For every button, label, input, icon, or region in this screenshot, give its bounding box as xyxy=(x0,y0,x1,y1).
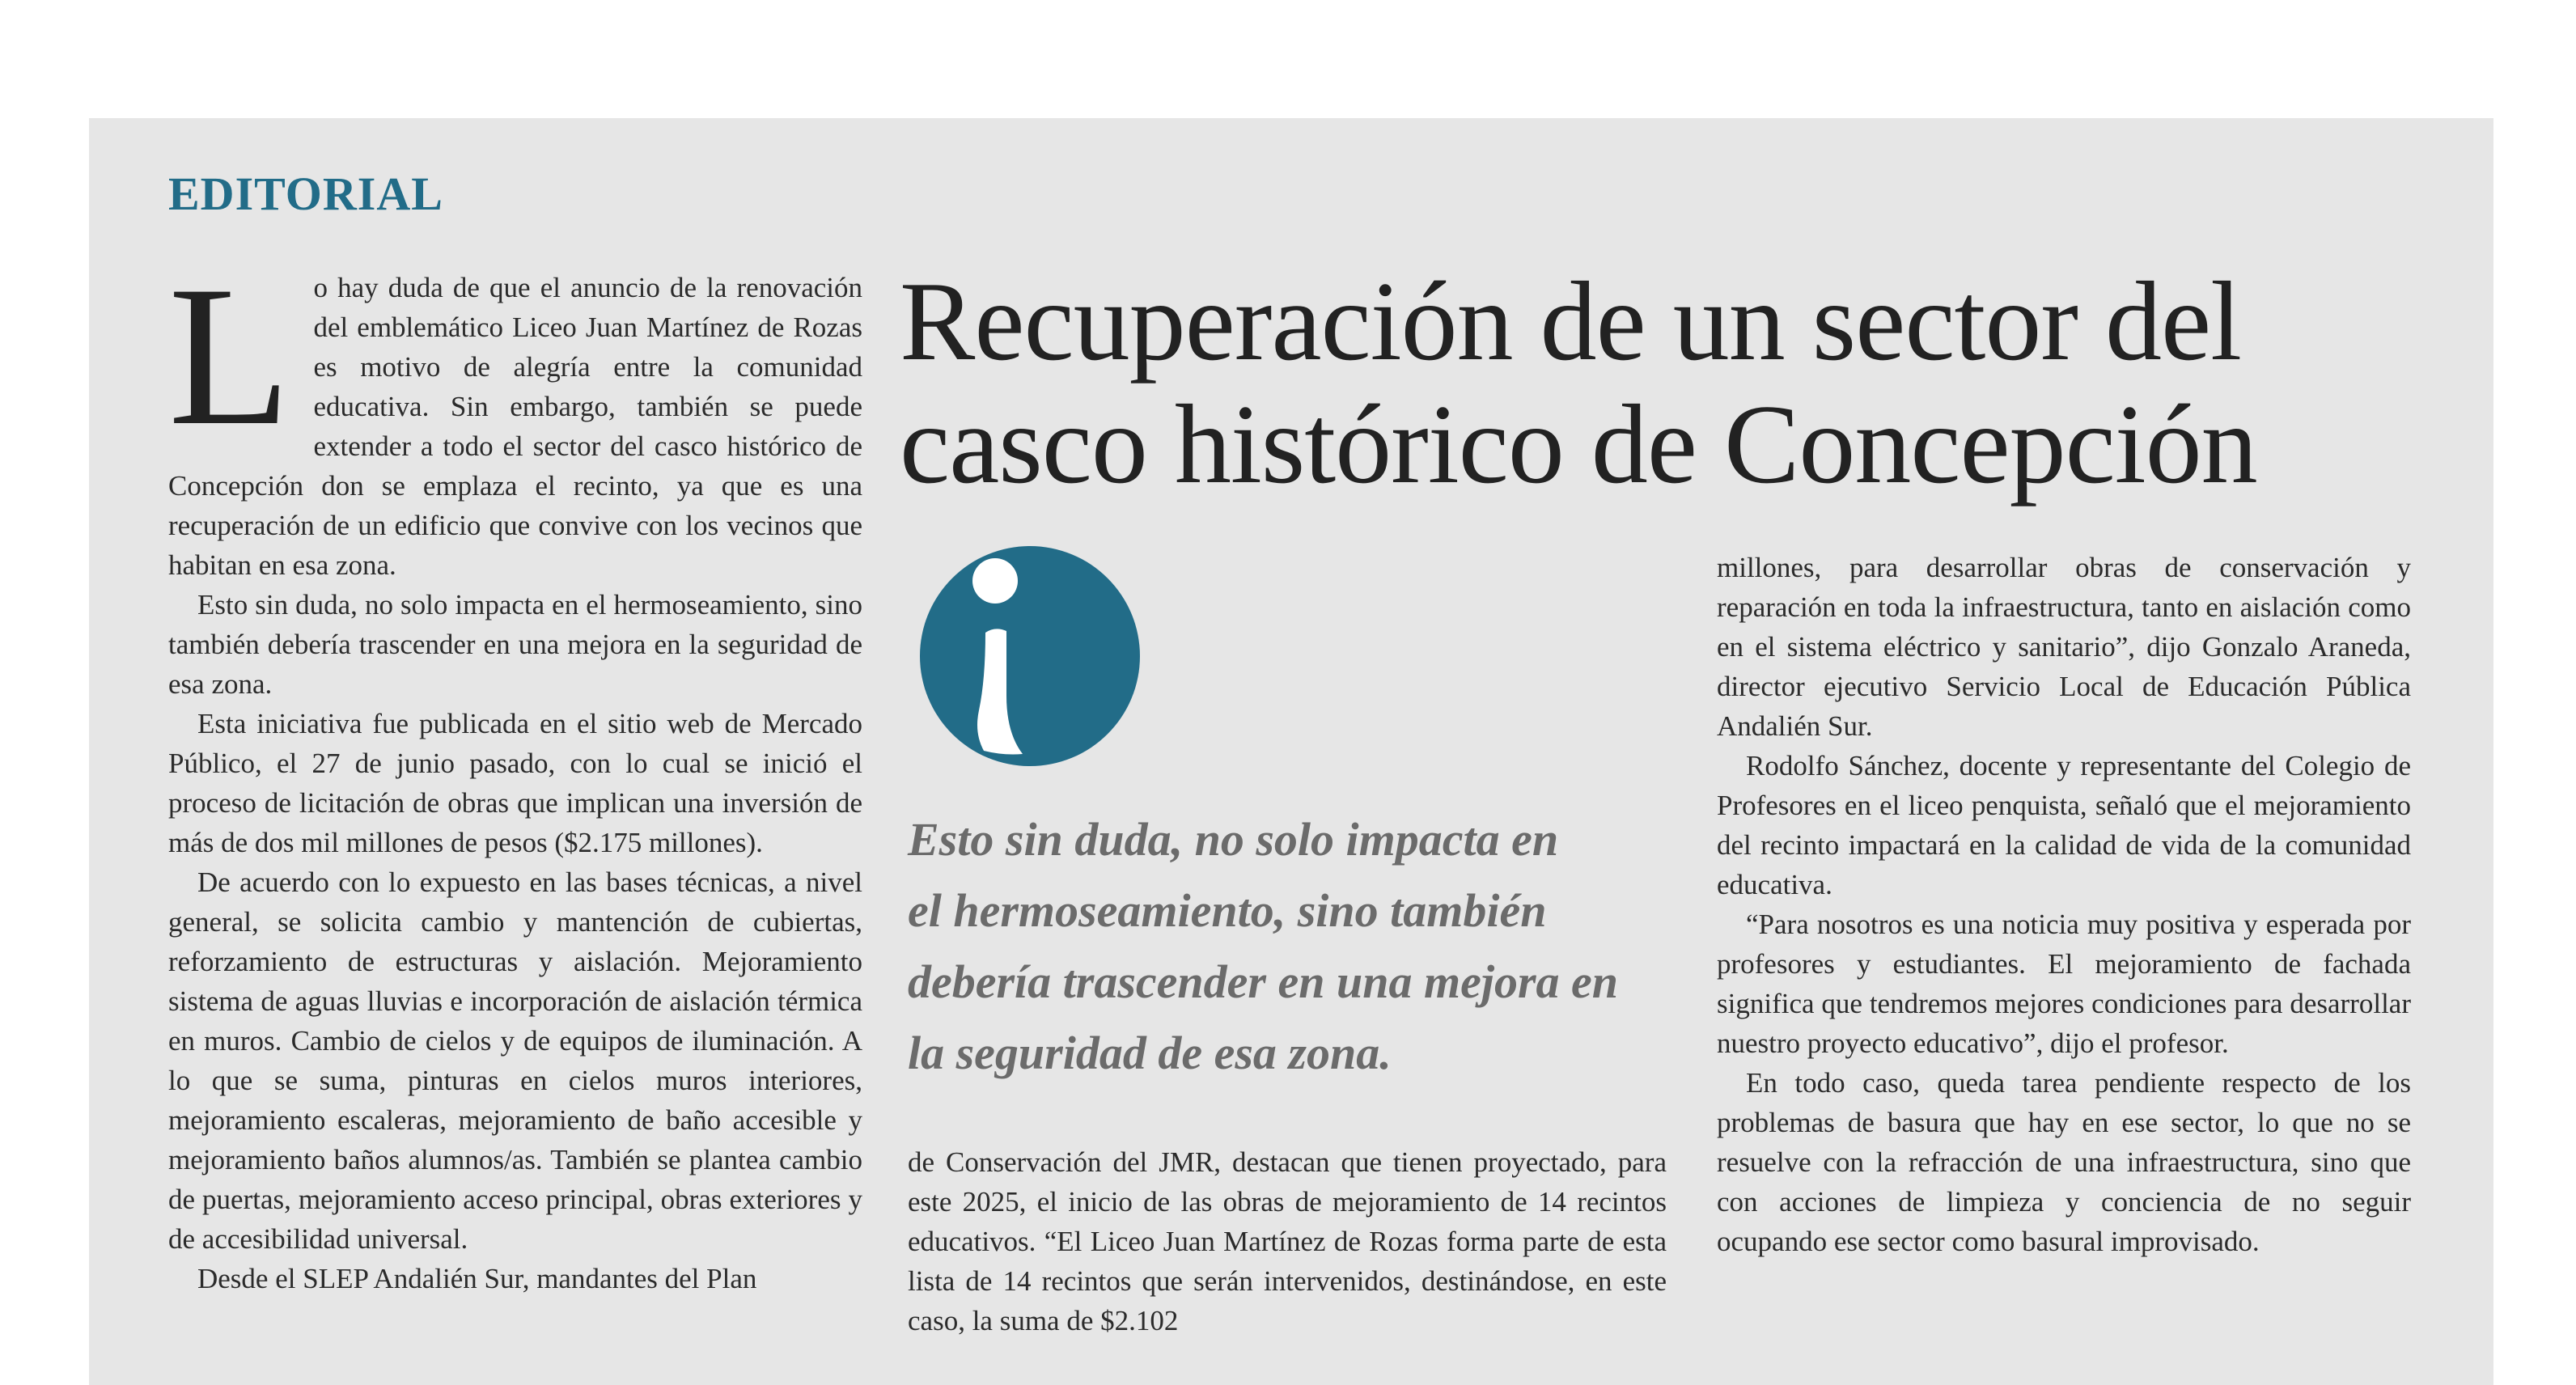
headline-line-2: casco histórico de Concepción xyxy=(900,382,2257,507)
paragraph-text: o hay duda de que el anuncio de la renovación del emblemático Liceo Juan Martínez de Rozas es motivo de alegría entre la comunidad educativa. Sin embargo, también se puede extender a todo el sector del casco histórico de Concepción don se emplaza el recinto, ya que es una recuperación de un edificio que convive con los vecinos que habitan en esa zona. xyxy=(168,272,862,581)
article-paragraph: Esto sin duda, no solo impacta en el hermoseamiento, sino también debería trascender en una mejora en la seguridad de esa zona. xyxy=(168,589,862,700)
pull-quote-line-1: Esto sin duda, no solo impacta en xyxy=(908,813,1559,866)
info-icon xyxy=(916,542,1144,770)
pull-quote xyxy=(908,804,1684,1089)
article-column-1 xyxy=(168,244,862,1298)
pull-quote-line-2: el hermoseamiento, sino también xyxy=(908,884,1547,937)
article-paragraph xyxy=(168,244,862,585)
article-paragraph: De acuerdo con lo expuesto en las bases técnicas, a nivel general, se solicita cambio y mantención de cubiertas, reforzamiento de estructuras y aislación. Mejoramiento sistema de aguas lluvias e incorporación de aislación térmica en muros. Cambio de cielos y de equipos de iluminación. A lo que se suma, pinturas en cielos muros interiores, mejoramiento escaleras, mejoramiento de baño accesible y mejoramiento baños alumnos/as. También se plantea cambio de puertas, mejoramiento acceso principal, obras exteriores y de accesibilidad universal. xyxy=(168,866,862,1255)
article-paragraph: Esta iniciativa fue publicada en el sitio web de Mercado Público, el 27 de junio pasado, con lo cual se inició el proceso de licitación de obras que implican una inversión de más de dos mil millones de pesos ($2.175 millones). xyxy=(168,708,862,858)
headline-line-1: Recuperación de un sector del xyxy=(900,259,2242,384)
article-column-2 xyxy=(908,1142,1667,1341)
drop-cap: L xyxy=(168,244,291,467)
headline xyxy=(900,260,2437,506)
article-paragraph: Desde el SLEP Andalién Sur, mandantes del Plan xyxy=(197,1263,757,1294)
article-paragraph: millones, para desarrollar obras de conservación y reparación en toda la infraestructura, tanto en aislación como en el sistema eléctrico y sanitario”, dijo Gonzalo Araneda, director ejecutivo Servicio Local de Educación Pública Andalién Sur. xyxy=(1717,552,2411,742)
article-column-3 xyxy=(1717,548,2411,1261)
article-paragraph: “Para nosotros es una noticia muy positiva y esperada por profesores y estudiantes. El mejoramiento de fachada significa que tendremos mejores condiciones para desarrollar nuestro proyecto educativo”, dijo el profesor. xyxy=(1717,909,2411,1059)
pull-quote-line-3: debería trascender en una mejora en xyxy=(908,955,1619,1008)
article-paragraph: En todo caso, queda tarea pendiente respecto de los problemas de basura que hay en ese sector, lo que no se resuelve con la refracción de una infraestructura, sino que con acciones de limpieza y conciencia de no seguir ocupando ese sector como basural improvisado. xyxy=(1717,1067,2411,1257)
pull-quote-line-4: la seguridad de esa zona. xyxy=(908,1027,1392,1079)
article-paragraph: de Conservación del JMR, destacan que tienen proyectado, para este 2025, el inicio de las obras de mejoramiento de 14 recintos educativos. “El Liceo Juan Martínez de Rozas forma parte de esta lista de 14 recintos que serán intervenidos, destinándose, en este caso, la suma de $2.102 xyxy=(908,1146,1667,1336)
article-paragraph: Rodolfo Sánchez, docente y representante del Colegio de Profesores en el liceo penquista, señaló que el mejoramiento del recinto impactará en la calidad de vida de la comunidad educativa. xyxy=(1717,750,2411,900)
section-label: EDITORIAL xyxy=(168,167,443,220)
